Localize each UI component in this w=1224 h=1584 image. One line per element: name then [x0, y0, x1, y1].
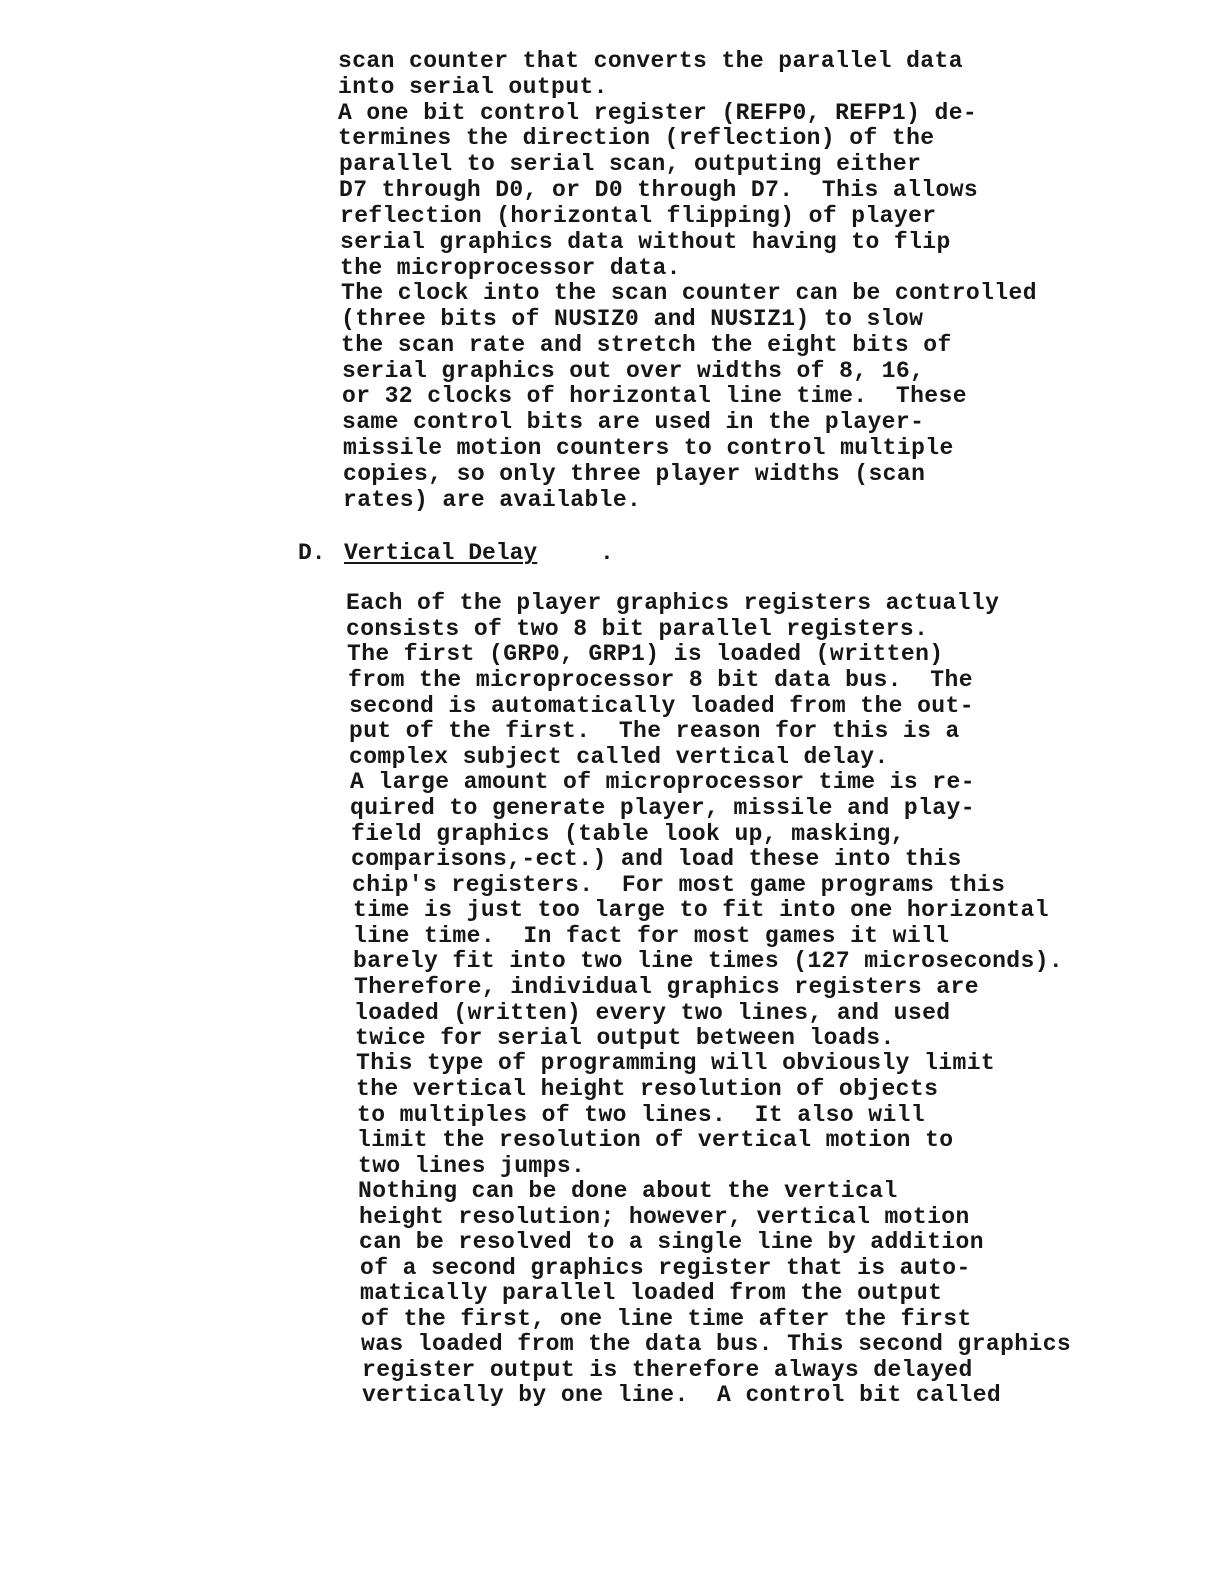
- text-line: copies, so only three player widths (scan: [343, 461, 926, 487]
- text-line: or 32 clocks of horizontal line time. These: [342, 383, 967, 409]
- text-line: The first (GRP0, GRP1) is loaded (written): [347, 641, 944, 667]
- text-line: The clock into the scan counter can be controlled: [341, 280, 1037, 306]
- text-line: consists of two 8 bit parallel registers.: [346, 616, 929, 642]
- text-line: loaded (written) every two lines, and used: [354, 1000, 951, 1026]
- text-line: matically parallel loaded from the output: [360, 1280, 943, 1306]
- text-line: of the first, one line time after the first: [361, 1306, 972, 1332]
- text-line: line time. In fact for most games it will: [353, 923, 950, 949]
- text-line: two lines jumps.: [358, 1153, 586, 1179]
- text-line: the scan rate and stretch the eight bits of: [341, 332, 952, 358]
- text-line: Nothing can be done about the vertical: [358, 1178, 898, 1204]
- section-letter: D.: [298, 540, 326, 566]
- text-line: Therefore, individual graphics registers are: [354, 974, 979, 1000]
- text-line: put of the first. The reason for this is a: [349, 718, 960, 744]
- text-line: was loaded from the data bus. This second graphics: [361, 1331, 1072, 1357]
- text-line: This type of programming will obviously limit: [356, 1050, 996, 1076]
- text-line: rates) are available.: [343, 487, 642, 513]
- text-line: D7 through D0, or D0 through D7. This allows: [339, 177, 979, 203]
- text-line: reflection (horizontal flipping) of player: [340, 203, 937, 229]
- text-line: A large amount of microprocessor time is re-: [350, 769, 975, 795]
- text-line: parallel to serial scan, outputing either: [339, 151, 922, 177]
- text-line: complex subject called vertical delay.: [349, 744, 889, 770]
- text-line: the vertical height resolution of objects: [356, 1076, 939, 1102]
- section-title-suffix: .: [600, 540, 614, 566]
- text-line: twice for serial output between loads.: [355, 1025, 895, 1051]
- text-line: (three bits of NUSIZ0 and NUSIZ1) to slow: [341, 306, 924, 332]
- text-line: serial graphics out over widths of 8, 16,: [342, 358, 925, 384]
- text-line: barely fit into two line times (127 microseconds).: [353, 948, 1064, 974]
- text-line: field graphics (table look up, masking,: [351, 821, 905, 847]
- text-line: into serial output.: [338, 74, 608, 100]
- text-line: comparisons,-ect.) and load these into this: [351, 846, 962, 872]
- text-line: from the microprocessor 8 bit data bus. The: [348, 667, 973, 693]
- text-line: scan counter that converts the parallel data: [338, 48, 963, 74]
- text-line: A one bit control register (REFP0, REFP1) de-: [338, 100, 978, 126]
- text-line: register output is therefore always delayed: [362, 1357, 973, 1383]
- text-line: can be resolved to a single line by addition: [359, 1229, 984, 1255]
- text-line: chip's registers. For most game programs this: [352, 872, 1006, 898]
- text-line: vertically by one line. A control bit called: [362, 1382, 1002, 1408]
- text-line: Each of the player graphics registers actually: [346, 590, 1000, 616]
- text-line: quired to generate player, missile and play-: [350, 795, 975, 821]
- text-line: missile motion counters to control multiple: [343, 435, 954, 461]
- text-line: of a second graphics register that is auto-: [360, 1255, 971, 1281]
- text-line: serial graphics data without having to flip: [340, 229, 951, 255]
- text-line: second is automatically loaded from the out-: [349, 693, 974, 719]
- text-line: to multiples of two lines. It also will: [357, 1102, 926, 1128]
- section-title: Vertical Delay: [344, 540, 538, 566]
- text-line: time is just too large to fit into one horizontal: [353, 897, 1049, 923]
- text-line: same control bits are used in the player-: [342, 409, 925, 435]
- text-line: termines the direction (reflection) of the: [338, 125, 935, 151]
- text-line: the microprocessor data.: [340, 255, 681, 281]
- text-line: height resolution; however, vertical motion: [359, 1204, 970, 1230]
- text-line: limit the resolution of vertical motion to: [357, 1127, 954, 1153]
